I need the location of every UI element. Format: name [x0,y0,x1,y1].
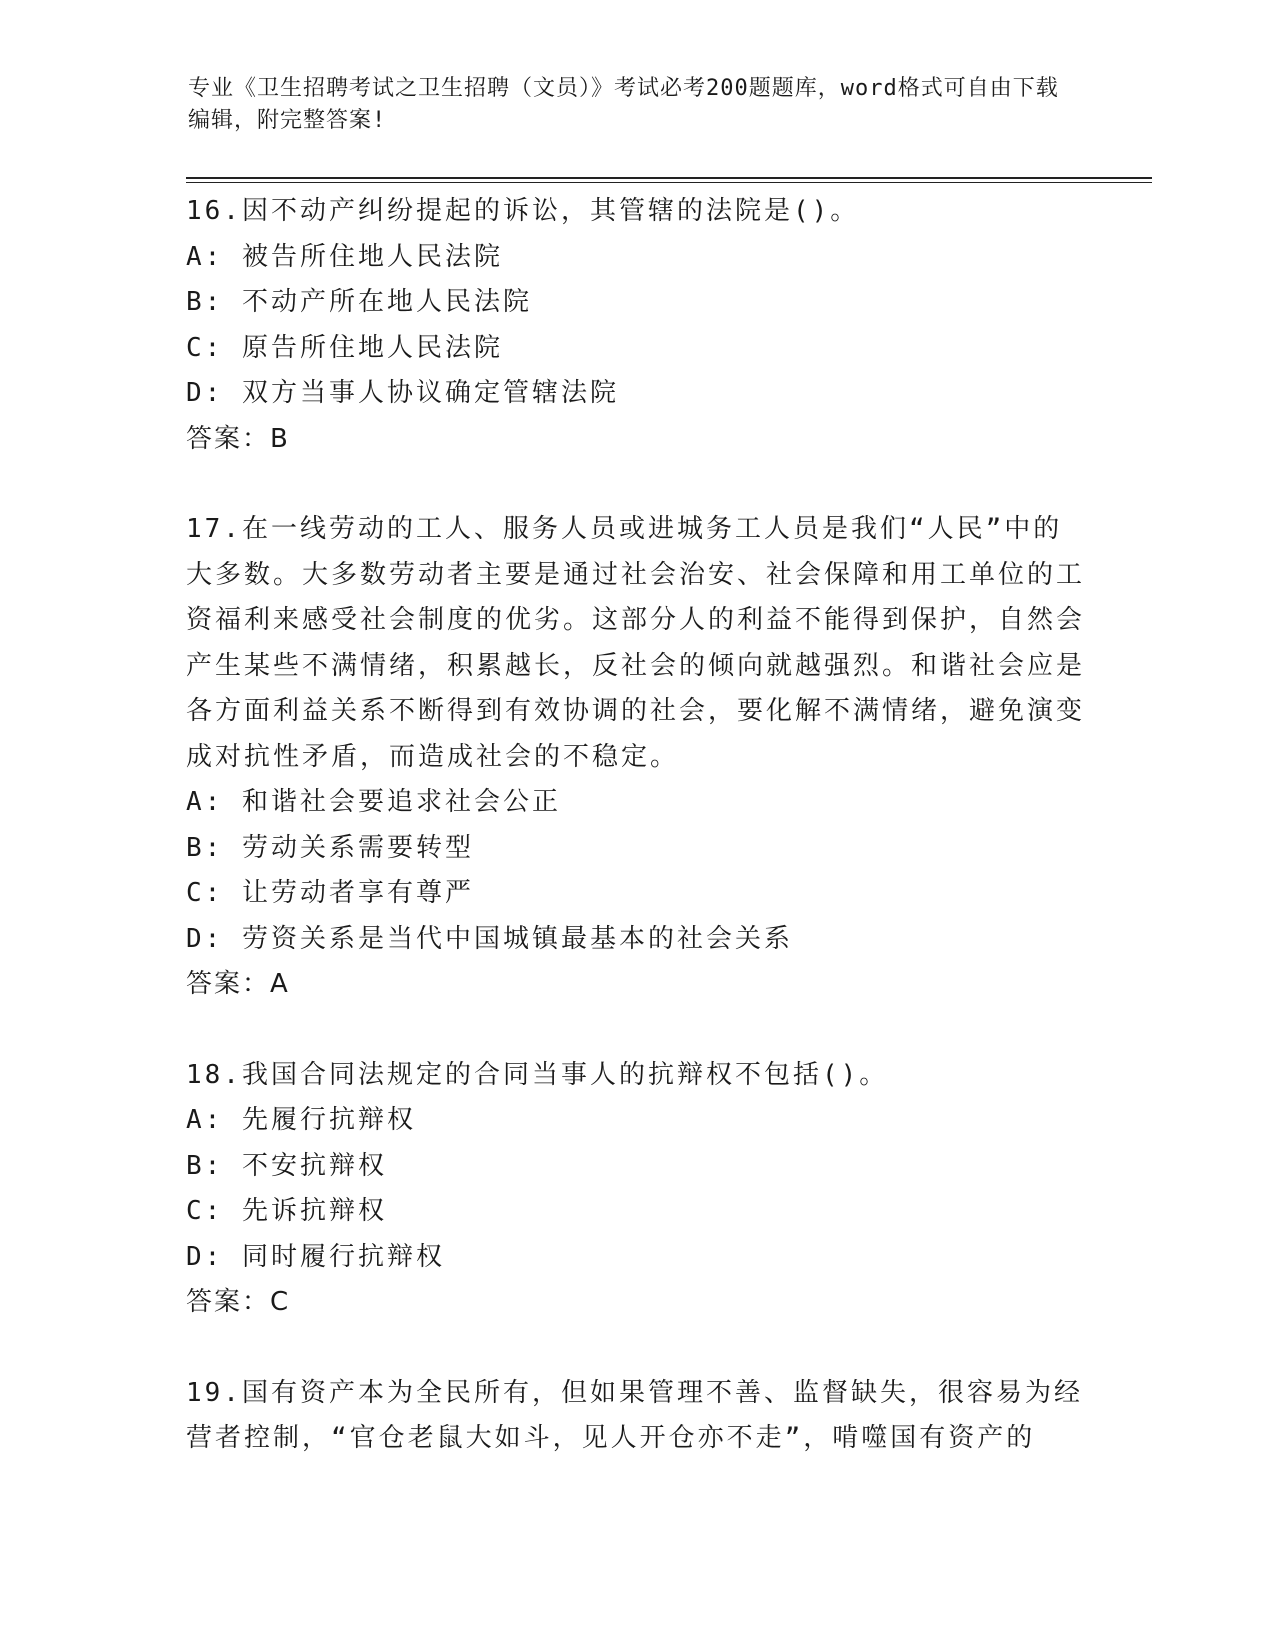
option-text: 先诉抗辩权 [241,1196,387,1226]
option-text: 同时履行抗辩权 [241,1241,445,1272]
answer-line [186,417,1086,463]
question-19 [186,1371,1086,1462]
header-divider-thin [186,182,1152,183]
option-key: B: [186,287,224,317]
option-key: B: [186,832,224,863]
answer-label: 答案： [186,969,271,999]
option-text: 和谐社会要追求社会公正 [241,787,561,817]
option-c [186,326,1086,372]
answer-line [186,962,1086,1008]
option-key: A: [186,787,224,817]
option-d [186,371,1086,417]
option-key: C: [186,878,224,908]
question-stem [186,1371,1086,1462]
option-b [186,280,1086,326]
question-stem [186,189,1086,235]
answer-label: 答案： [186,423,271,454]
option-c [186,871,1086,917]
option-a [186,780,1086,826]
option-text: 劳动关系需要转型 [241,832,474,863]
question-stem [186,507,1086,780]
question-text: 我国合同法规定的合同当事人的抗辩权不包括()。 [241,1059,889,1090]
question-number: 16. [186,196,242,226]
option-d [186,917,1086,963]
question-text: 因不动产纠纷提起的诉讼，其管辖的法院是()。 [241,196,860,226]
answer-label: 答案： [186,1287,271,1317]
option-key: C: [186,332,224,363]
answer-value: C [270,1287,291,1317]
option-a [186,1098,1086,1144]
page-header [188,73,1068,137]
option-key: B: [186,1150,224,1181]
option-key: D: [186,923,224,954]
option-key: D: [186,378,224,408]
question-number: 19. [186,1377,242,1408]
option-text: 劳资关系是当代中国城镇最基本的社会关系 [241,923,793,954]
option-key: A: [186,241,224,272]
question-number: 17. [186,514,242,544]
question-18 [186,1053,1086,1326]
option-text: 不安抗辩权 [241,1150,387,1181]
option-b [186,826,1086,872]
answer-value: A [270,969,290,999]
question-16 [186,189,1086,462]
question-stem [186,1053,1086,1099]
option-text: 先履行抗辩权 [241,1105,416,1135]
question-text: 国有资产本为全民所有，但如果管理不善、监督缺失，很容易为经营者控制，“官仓老鼠大如斗，见人开仓亦不走”，啃噬国有资产的 [186,1377,1083,1453]
option-d [186,1235,1086,1281]
option-a [186,235,1086,281]
option-key: A: [186,1105,224,1135]
option-text: 让劳动者享有尊严 [241,878,474,908]
question-list [186,189,1086,1507]
answer-line [186,1280,1086,1326]
question-17 [186,507,1086,1008]
header-divider-thick [186,177,1152,179]
option-key: C: [186,1196,224,1226]
option-text: 不动产所在地人民法院 [241,287,532,317]
question-number: 18. [186,1059,242,1090]
option-text: 原告所住地人民法院 [241,332,503,363]
option-c [186,1189,1086,1235]
option-text: 被告所住地人民法院 [241,241,503,272]
header-title: 专业《卫生招聘考试之卫生招聘（文员）》考试必考200题题库，word格式可自由下载编辑，附完整答案! [188,76,1059,133]
option-text: 双方当事人协议确定管辖法院 [241,378,619,408]
question-text: 在一线劳动的工人、服务人员或进城务工人员是我们“人民”中的大多数。大多数劳动者主要是通过社会治安、社会保障和用工单位的工资福利来感受社会制度的优劣。这部分人的利益不能得到保护，自然会产生某些不满情绪，积累越长，反社会的倾向就越强烈。和谐社会应是各方面利益关系不断得到有效协调的社会，要化解不满情绪，避免演变成对抗性矛盾，而造成社会的不稳定。 [186,514,1086,772]
answer-value: B [270,423,290,454]
option-b [186,1144,1086,1190]
option-key: D: [186,1241,224,1272]
